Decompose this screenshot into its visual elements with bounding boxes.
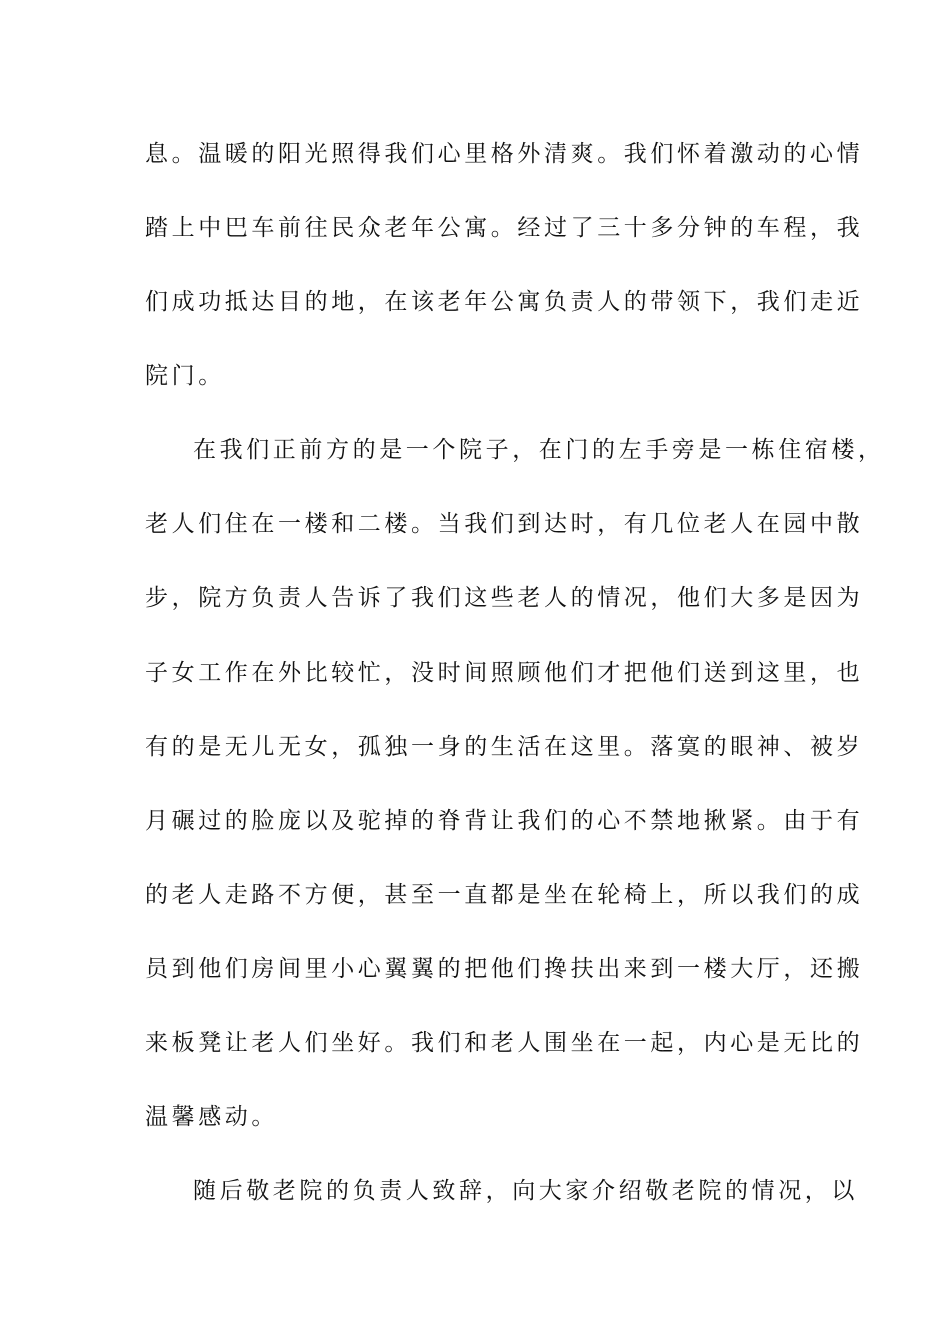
paragraph-first-line: 随后敬老院的负责人致辞，向大家介绍敬老院的情况，以	[193, 1178, 858, 1204]
text-line: 员到他们房间里小心翼翼的把他们搀扶出来到一楼大厅，还搬	[145, 956, 864, 982]
text-line: 温馨感动。	[145, 1104, 278, 1130]
text-line: 的老人走路不方便，甚至一直都是坐在轮椅上，所以我们的成	[145, 882, 864, 908]
text-line: 子女工作在外比较忙，没时间照顾他们才把他们送到这里，也	[145, 660, 864, 686]
text-line: 月碾过的脸庞以及驼掉的脊背让我们的心不禁地揪紧。由于有	[145, 808, 864, 834]
text-line: 步，院方负责人告诉了我们这些老人的情况，他们大多是因为	[145, 585, 864, 611]
text-line: 息。温暖的阳光照得我们心里格外清爽。我们怀着激动的心情	[145, 141, 864, 167]
text-line: 有的是无儿无女，孤独一身的生活在这里。落寞的眼神、被岁	[145, 734, 864, 760]
text-line: 踏上中巴车前往民众老年公寓。经过了三十多分钟的车程，我	[145, 215, 864, 241]
text-line: 院门。	[145, 363, 225, 389]
text-line: 们成功抵达目的地，在该老年公寓负责人的带领下，我们走近	[145, 289, 864, 315]
text-line: 来板凳让老人们坐好。我们和老人围坐在一起，内心是无比的	[145, 1030, 864, 1056]
paragraph-first-line: 在我们正前方的是一个院子，在门的左手旁是一栋住宿楼，	[193, 437, 885, 463]
text-line: 老人们住在一楼和二楼。当我们到达时，有几位老人在园中散	[145, 511, 864, 537]
